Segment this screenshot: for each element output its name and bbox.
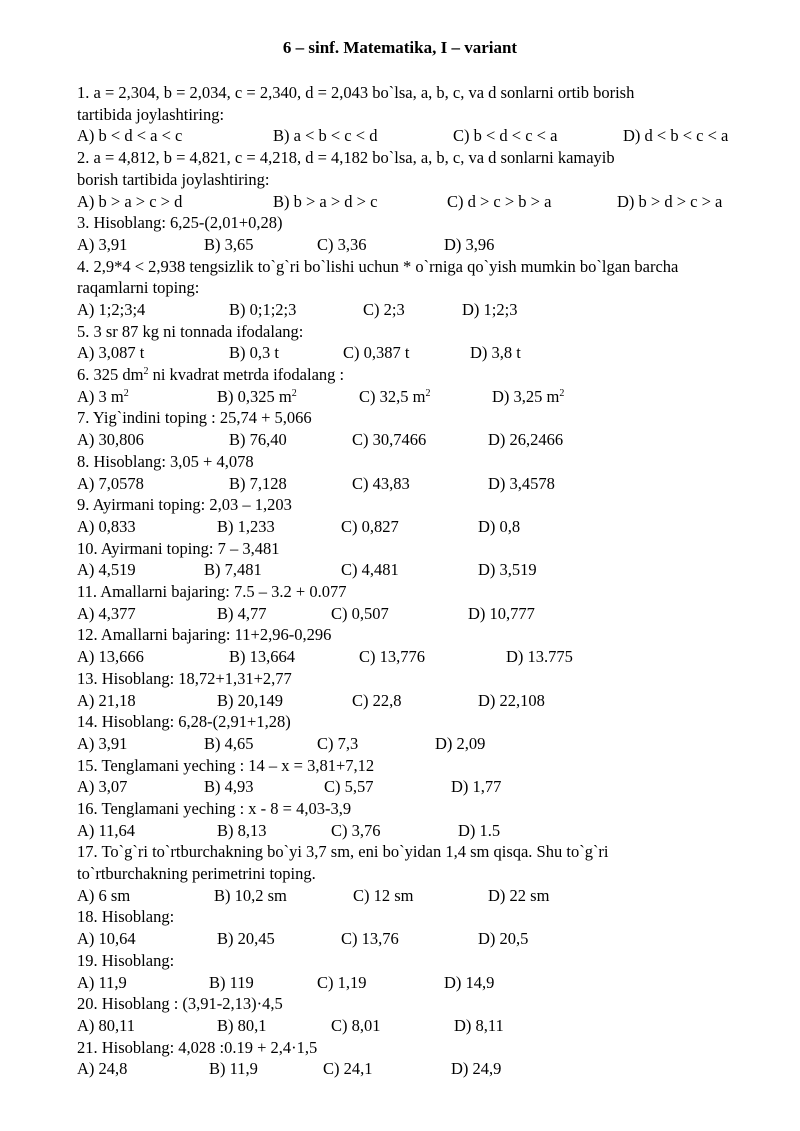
question-text: 6. 325 $dm^2$ ni kvadrat metrda ifodalang :: [77, 365, 345, 385]
page-title: 6 – sinf. Matematika, I – variant: [282, 38, 518, 57]
answer-option-c: C) 30,7466: [352, 430, 427, 450]
question-item: [77, 212, 767, 255]
answer-option-c: C) 12 sm: [353, 885, 414, 905]
question-item: [77, 798, 767, 841]
answer-option-d: D) 3,25 $m^2$: [492, 386, 565, 406]
question-item: [77, 1037, 767, 1080]
question-item: [77, 494, 767, 537]
answer-option-b: B) a < b < c < d: [273, 126, 378, 146]
question-item: [77, 841, 767, 906]
answer-option-c: C) 3,76: [331, 820, 381, 840]
answer-option-d: D) 26,2466: [488, 430, 564, 450]
question-text: 1. a = 2,304, b = 2,034, c = 2,340, d = 2,043 bo`lsa, a, b, c, va d sonlarni ortib borish: [77, 83, 635, 102]
answer-option-c: C) d > c > b > a: [447, 191, 552, 211]
question-text: tartibida joylashtiring:: [77, 104, 225, 124]
question-text: 9. Ayirmani toping: 2,03 – 1,203: [77, 495, 292, 515]
question-text: 21. Hisoblang: 4,028 :0.19 + 2,4·1,5: [77, 1037, 318, 1057]
answer-options: [77, 1058, 767, 1080]
answer-option-b: B) 76,40: [229, 430, 287, 450]
question-text: 5. 3 sr 87 kg ni tonnada ifodalang:: [77, 321, 304, 341]
answer-option-c: C) 4,481: [341, 560, 399, 580]
answer-option-a: A) 0,833: [77, 516, 136, 536]
answer-option-c: C) 22,8: [352, 690, 402, 710]
question-item: [77, 755, 767, 798]
answer-option-b: B) 7,481: [204, 560, 262, 580]
answer-options: [77, 125, 767, 147]
answer-option-c: C) 0,507: [331, 603, 389, 623]
answer-option-c: C) 1,19: [317, 972, 367, 992]
answer-option-d: D) 22 sm: [488, 885, 550, 905]
answer-options: [77, 386, 767, 408]
answer-option-d: D) 22,108: [478, 690, 545, 710]
answer-option-b: B) 7,128: [229, 473, 287, 493]
answer-option-d: D) 8,11: [454, 1015, 504, 1035]
question-text: borish tartibida joylashtiring:: [77, 169, 270, 189]
answer-options: [77, 603, 767, 625]
answer-option-a: A) 11,9: [77, 972, 127, 992]
answer-option-c: C) 0,387 t: [343, 343, 410, 363]
answer-option-b: B) 0,3 t: [229, 343, 279, 363]
answer-option-c: C) b < d < c < a: [453, 126, 558, 146]
answer-options: [77, 234, 767, 256]
question-text: 12. Amallarni bajaring: 11+2,96-0,296: [77, 625, 332, 645]
answer-options: [77, 473, 767, 495]
question-item: [77, 906, 767, 949]
answer-option-d: D) 3,8 t: [470, 343, 521, 363]
question-item: [77, 364, 767, 407]
question-item: [77, 451, 767, 494]
answer-option-d: D) b > d > c > a: [617, 191, 723, 211]
question-item: [77, 624, 767, 667]
answer-option-a: A) 4,519: [77, 560, 136, 580]
answer-option-c: C) 7,3: [317, 733, 359, 753]
answer-option-c: C) 13,776: [359, 647, 425, 667]
answer-option-d: D) 1.5: [458, 820, 501, 840]
question-text: 14. Hisoblang: 6,28-(2,91+1,28): [77, 712, 291, 732]
answer-option-d: D) 14,9: [444, 972, 495, 992]
answer-option-b: B) 0;1;2;3: [229, 299, 297, 319]
question-text: 2. a = 4,812, b = 4,821, c = 4,218, d = 4,182 bo`lsa, a, b, c, va d sonlarni kamayib: [77, 148, 615, 168]
answer-option-a: A) 13,666: [77, 647, 144, 667]
answer-option-c: C) 43,83: [352, 473, 410, 493]
answer-option-a: A) 21,18: [77, 690, 136, 710]
answer-option-d: D) 24,9: [451, 1059, 502, 1079]
answer-option-a: A) 11,64: [77, 820, 136, 840]
answer-options: [77, 1015, 767, 1037]
answer-option-b: B) 3,65: [204, 234, 254, 254]
answer-option-a: A) b < d < a < c: [77, 126, 183, 146]
answer-option-c: C) 5,57: [324, 777, 374, 797]
question-item: [77, 256, 767, 321]
question-text: raqamlarni toping:: [77, 278, 200, 298]
answer-options: [77, 733, 767, 755]
answer-option-c: C) 0,827: [341, 516, 399, 536]
answer-option-c: C) 2;3: [363, 299, 405, 319]
answer-option-b: B) 0,325 $m^2$: [217, 386, 297, 406]
answer-option-b: B) 11,9: [209, 1059, 258, 1079]
answer-option-b: B) b > a > d > c: [273, 191, 378, 211]
answer-options: [77, 646, 767, 668]
question-text: 10. Ayirmani toping: 7 – 3,481: [77, 538, 280, 558]
answer-options: [77, 972, 767, 994]
answer-option-d: D) 1,77: [451, 777, 502, 797]
question-text: 13. Hisoblang: 18,72+1,31+2,77: [77, 668, 292, 688]
answer-option-d: D) 3,96: [444, 234, 495, 254]
question-item: [77, 711, 767, 754]
answer-option-b: B) 4,93: [204, 777, 254, 797]
question-item: [77, 950, 767, 993]
answer-option-b: B) 119: [209, 972, 254, 992]
answer-option-b: B) 80,1: [217, 1015, 267, 1035]
answer-options: [77, 429, 767, 451]
answer-option-b: B) 8,13: [217, 820, 267, 840]
question-text: 8. Hisoblang: 3,05 + 4,078: [77, 451, 254, 471]
question-text: 4. 2,9*4 < 2,938 tengsizlik to`g`ri bo`lishi uchun * o`rniga qo`yish mumkin bo`lgan barcha: [77, 256, 679, 276]
answer-option-a: A) 6 sm: [77, 885, 131, 905]
question-text: 16. Tenglamani yeching : x - 8 = 4,03-3,9: [77, 798, 352, 818]
question-text: 3. Hisoblang: 6,25-(2,01+0,28): [77, 213, 283, 233]
question-item: [77, 993, 767, 1036]
answer-option-a: A) 80,11: [77, 1015, 136, 1035]
question-item: [77, 668, 767, 711]
question-item: [77, 147, 767, 212]
question-item: [77, 407, 767, 450]
answer-options: [77, 690, 767, 712]
answer-options: [77, 516, 767, 538]
answer-option-a: A) 10,64: [77, 929, 136, 949]
answer-option-b: B) 1,233: [217, 516, 275, 536]
answer-option-a: A) 7,0578: [77, 473, 144, 493]
answer-option-d: D) 1;2;3: [462, 299, 518, 319]
answer-option-a: A) 3,91: [77, 234, 128, 254]
answer-option-d: D) 0,8: [478, 516, 521, 536]
answer-option-d: D) 3,4578: [488, 473, 555, 493]
answer-option-a: A) 3,07: [77, 777, 128, 797]
answer-option-b: B) 10,2 sm: [214, 885, 287, 905]
question-item: [77, 321, 767, 364]
answer-option-a: A) 3,91: [77, 733, 128, 753]
question-list: [77, 82, 767, 1080]
answer-option-a: A) 1;2;3;4: [77, 299, 146, 319]
answer-option-b: B) 4,65: [204, 733, 254, 753]
answer-option-d: D) 10,777: [468, 603, 535, 623]
question-text: 17. To`g`ri to`rtburchakning bo`yi 3,7 sm, eni bo`yidan 1,4 sm qisqa. Shu to`g`ri: [77, 842, 609, 862]
question-text: 20. Hisoblang : (3,91-2,13)·4,5: [77, 994, 283, 1014]
answer-options: [77, 885, 767, 907]
question-item: [77, 82, 767, 147]
answer-options: [77, 299, 767, 321]
answer-option-d: D) 20,5: [478, 929, 529, 949]
answer-option-a: A) b > a > c > d: [77, 191, 183, 211]
answer-options: [77, 559, 767, 581]
answer-option-a: A) 3 $m^2$: [77, 386, 129, 406]
answer-option-d: D) 3,519: [478, 560, 537, 580]
answer-option-c: C) 32,5 $m^2$: [359, 386, 431, 406]
answer-options: [77, 820, 767, 842]
answer-option-d: D) 13.775: [506, 647, 573, 667]
answer-option-a: A) 4,377: [77, 603, 136, 623]
answer-option-b: B) 20,45: [217, 929, 275, 949]
question-item: [77, 538, 767, 581]
answer-options: [77, 928, 767, 950]
answer-option-c: C) 3,36: [317, 234, 367, 254]
answer-option-a: A) 24,8: [77, 1059, 128, 1079]
answer-option-d: D) 2,09: [435, 733, 486, 753]
question-text: to`rtburchakning perimetrini toping.: [77, 864, 316, 884]
question-text: 11. Amallarni bajaring: 7.5 – 3.2 + 0.077: [77, 582, 347, 602]
answer-option-c: C) 13,76: [341, 929, 399, 949]
answer-option-a: A) 30,806: [77, 430, 144, 450]
answer-options: [77, 342, 767, 364]
question-text: 7. Yig`indini toping : 25,74 + 5,066: [77, 408, 312, 428]
question-text: 15. Tenglamani yeching : 14 – x = 3,81+7,12: [77, 755, 375, 775]
question-item: [77, 581, 767, 624]
answer-options: [77, 776, 767, 798]
answer-option-c: C) 8,01: [331, 1015, 381, 1035]
answer-option-a: A) 3,087 t: [77, 343, 145, 363]
answer-option-d: D) d < b < c < a: [623, 126, 729, 146]
answer-option-b: B) 13,664: [229, 647, 295, 667]
answer-option-b: B) 20,149: [217, 690, 283, 710]
answer-option-c: C) 24,1: [323, 1059, 373, 1079]
answer-options: [77, 191, 767, 213]
question-text: 19. Hisoblang:: [77, 950, 175, 970]
answer-option-b: B) 4,77: [217, 603, 267, 623]
question-text: 18. Hisoblang:: [77, 907, 175, 927]
